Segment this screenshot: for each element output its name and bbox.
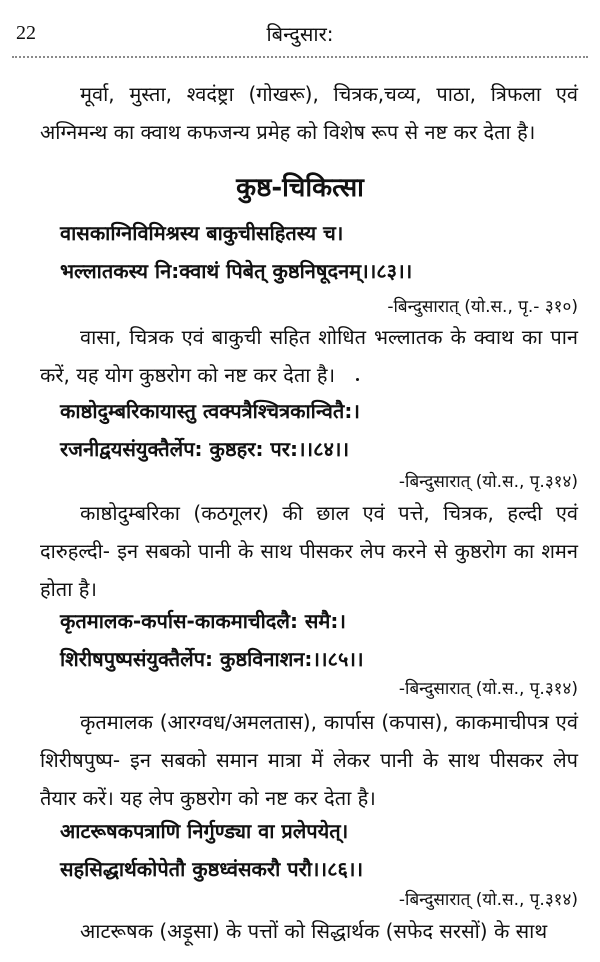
verse-83 bbox=[60, 214, 580, 290]
verse-line: काष्ठोदुम्बरिकायास्तु त्वक्पत्रैश्चित्रकान्वितै:। bbox=[60, 399, 360, 423]
verse-line: शिरीषपुष्पसंयुक्तैर्लेप: कुष्ठविनाशन:।।८५।। bbox=[60, 647, 364, 671]
header-dotted-rule bbox=[12, 56, 588, 58]
page-number: 22 bbox=[16, 22, 36, 44]
verse-line: आटरूषकपत्राणि निर्गुण्ड्या वा प्रलेपयेत्। bbox=[60, 819, 349, 843]
paragraph-verse-86-meaning: आटरूषक (अड़ूसा) के पत्तों को सिद्धार्थक (सफेद सरसों) के साथ bbox=[80, 919, 548, 943]
verse-85 bbox=[60, 602, 580, 678]
citation-86: -बिन्दुसारात् (यो.स., पृ.३१४) bbox=[398, 890, 578, 910]
verse-86 bbox=[60, 812, 580, 888]
running-title: बिन्दुसार: bbox=[266, 22, 334, 46]
verse-line: कृतमालक-कर्पास-काकमाचीदलै: समै:। bbox=[60, 609, 346, 633]
verse-84 bbox=[60, 392, 580, 468]
page-header bbox=[0, 0, 600, 60]
paragraph-prameha: मूर्वा, मुस्ता, श्वदंष्ट्रा (गोखरू), चित्रक,चव्य, पाठा, त्रिफला एवं अग्निमन्थ का क्वाथ कफजन्य प्रमेह को विशेष रूप से नष्ट कर देता है। bbox=[40, 82, 578, 144]
citation-84: -बिन्दुसारात् (यो.स., पृ.३१४) bbox=[398, 472, 578, 492]
verse-line: सहसिद्धार्थकोपेतौ कुष्ठध्वंसकरौ परौ।।८६।। bbox=[60, 857, 364, 881]
citation-83: -बिन्दुसारात् (यो.स., पृ.- ३१०) bbox=[387, 297, 578, 317]
verse-line: वासकाग्निविमिश्रस्य बाकुचीसहितस्य च। bbox=[60, 221, 344, 245]
stray-dot bbox=[356, 378, 359, 381]
verse-line: भल्लातकस्य नि:क्वाथं पिबेत् कुष्ठनिषूदनम्।।८३।। bbox=[60, 259, 413, 283]
paragraph-verse-85-meaning: कृतमालक (आरग्वध/अमलतास), कार्पास (कपास), काकमाचीपत्र एवं शिरीषपुष्प- इन सबको समान मात्रा में लेकर पानी के साथ पीसकर लेप तैयार करें। यह लेप कुष्ठरोग को नष्ट कर देता है। bbox=[40, 710, 578, 810]
paragraph-verse-83-meaning: वासा, चित्रक एवं बाकुची सहित शोधित भल्लातक के क्वाथ का पान करें, यह योग कुष्ठरोग को नष्ट कर देता है। bbox=[40, 325, 578, 387]
citation-85: -बिन्दुसारात् (यो.स., पृ.३१४) bbox=[398, 679, 578, 699]
section-heading: कुष्ठ-चिकित्सा bbox=[236, 173, 364, 203]
verse-line: रजनीद्वयसंयुक्तैर्लेप: कुष्ठहर: पर:।।८४।। bbox=[60, 437, 350, 461]
paragraph-verse-84-meaning: काष्ठोदुम्बरिका (कठगूलर) की छाल एवं पत्ते, चित्रक, हल्दी एवं दारुहल्दी- इन सबको पानी के साथ पीसकर लेप करने से कुष्ठरोग का शमन होता है। bbox=[40, 501, 578, 601]
